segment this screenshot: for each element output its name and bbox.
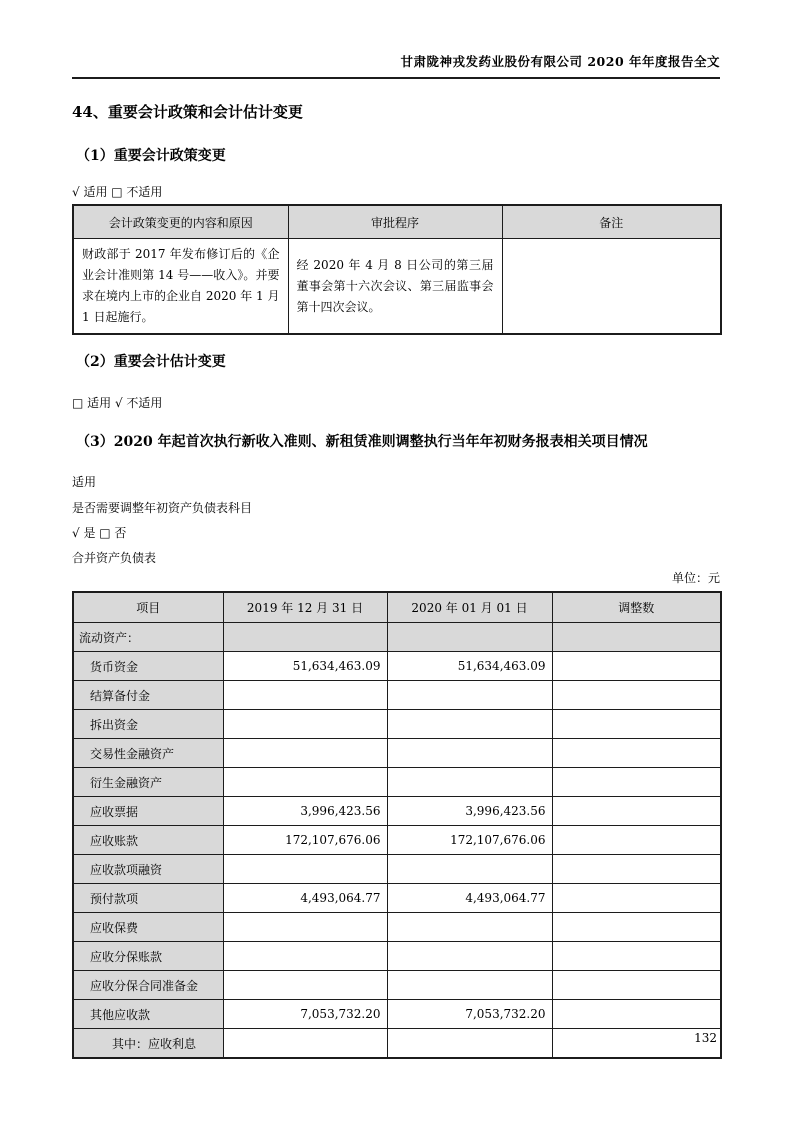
col-header-content-reason: 会计政策变更的内容和原因 xyxy=(73,205,288,239)
value-2020-01-01: 3,996,423.56 xyxy=(387,797,552,826)
value-adjustment xyxy=(552,1000,721,1029)
value-2019-12-31 xyxy=(223,942,387,971)
value-2020-01-01: 51,634,463.09 xyxy=(387,652,552,681)
value-adjustment xyxy=(552,623,721,652)
table-row xyxy=(73,797,721,826)
table-row xyxy=(73,855,721,884)
value-2019-12-31 xyxy=(223,855,387,884)
policy-change-table xyxy=(72,204,722,335)
row-item-label: 应收分保合同准备金 xyxy=(73,971,223,1000)
value-adjustment xyxy=(552,797,721,826)
value-adjustment xyxy=(552,768,721,797)
value-2019-12-31: 7,053,732.20 xyxy=(223,1000,387,1029)
report-title: 甘肃陇神戎发药业股份有限公司 2020 年年度报告全文 xyxy=(400,54,720,69)
value-2019-12-31 xyxy=(223,913,387,942)
table-header-row xyxy=(73,205,721,239)
row-item-label: 预付款项 xyxy=(73,884,223,913)
balance-sheet-table xyxy=(72,591,722,1059)
table-row xyxy=(73,942,721,971)
value-2020-01-01: 7,053,732.20 xyxy=(387,1000,552,1029)
row-item-label: 应收保费 xyxy=(73,913,223,942)
col-header-adjustment: 调整数 xyxy=(552,592,721,623)
value-adjustment xyxy=(552,855,721,884)
value-2019-12-31 xyxy=(223,739,387,768)
row-item-label: 拆出资金 xyxy=(73,710,223,739)
subsection-3-heading: （3）2020 年起首次执行新收入准则、新租赁准则调整执行当年年初财务报表相关项目情况 xyxy=(76,434,648,450)
unit-label: 单位：元 xyxy=(671,571,720,585)
row-item-label: 应收分保账款 xyxy=(73,942,223,971)
policy-table-header xyxy=(73,205,721,239)
value-2020-01-01 xyxy=(387,623,552,652)
value-adjustment xyxy=(552,652,721,681)
value-2019-12-31: 3,996,423.56 xyxy=(223,797,387,826)
row-item-label: 货币资金 xyxy=(73,652,223,681)
col-header-approval: 审批程序 xyxy=(288,205,502,239)
col-header-2020-01-01: 2020 年 01 月 01 日 xyxy=(387,592,552,623)
value-2019-12-31: 172,107,676.06 xyxy=(223,826,387,855)
balance-table-header xyxy=(73,592,721,623)
col-header-2019-12-31: 2019 年 12 月 31 日 xyxy=(223,592,387,623)
table-row xyxy=(73,652,721,681)
value-2019-12-31 xyxy=(223,710,387,739)
value-2019-12-31 xyxy=(223,623,387,652)
value-adjustment xyxy=(552,739,721,768)
value-adjustment xyxy=(552,710,721,739)
approval-procedure-cell: 经 2020 年 4 月 8 日公司的第三届董事会第十六次会议、第三届监事会第十四次会议。 xyxy=(288,239,502,335)
applicable-label: 适用 xyxy=(72,475,97,489)
running-head xyxy=(72,0,720,79)
table-row xyxy=(73,913,721,942)
value-2019-12-31: 51,634,463.09 xyxy=(223,652,387,681)
value-2020-01-01 xyxy=(387,971,552,1000)
value-2020-01-01 xyxy=(387,681,552,710)
table-row xyxy=(73,971,721,1000)
value-2020-01-01 xyxy=(387,1029,552,1059)
row-item-label: 应收账款 xyxy=(73,826,223,855)
value-adjustment xyxy=(552,971,721,1000)
applicability-line-2: □ 适用 √ 不适用 xyxy=(72,396,163,410)
statement-name: 合并资产负债表 xyxy=(72,551,157,565)
balance-table-body xyxy=(73,623,721,1059)
table-row xyxy=(73,1029,721,1059)
page-number: 132 xyxy=(694,1031,717,1045)
value-2020-01-01 xyxy=(387,710,552,739)
value-2020-01-01 xyxy=(387,855,552,884)
table-row xyxy=(73,739,721,768)
value-2019-12-31 xyxy=(223,681,387,710)
row-item-label: 其他应收款 xyxy=(73,1000,223,1029)
value-2019-12-31 xyxy=(223,1029,387,1059)
value-2019-12-31 xyxy=(223,768,387,797)
section-44-heading: 44、重要会计政策和会计估计变更 xyxy=(72,103,303,121)
row-item-label: 流动资产： xyxy=(73,623,223,652)
table-row xyxy=(73,623,721,652)
row-item-label: 结算备付金 xyxy=(73,681,223,710)
row-item-label: 交易性金融资产 xyxy=(73,739,223,768)
applicability-line-1: √ 适用 □ 不适用 xyxy=(72,185,163,199)
value-2019-12-31: 4,493,064.77 xyxy=(223,884,387,913)
policy-content-cell: 财政部于 2017 年发布修订后的《企业会计准则第 14 号——收入》。并要求在境内上市的企业自 2020 年 1 月 1 日起施行。 xyxy=(73,239,288,335)
value-2020-01-01 xyxy=(387,768,552,797)
table-row xyxy=(73,884,721,913)
row-item-label: 衍生金融资产 xyxy=(73,768,223,797)
table-row xyxy=(73,768,721,797)
table-row xyxy=(73,239,721,335)
col-header-remark: 备注 xyxy=(502,205,721,239)
adjustment-answer: √ 是 □ 否 xyxy=(72,526,127,540)
value-2020-01-01 xyxy=(387,739,552,768)
value-adjustment xyxy=(552,681,721,710)
value-adjustment xyxy=(552,826,721,855)
value-2020-01-01: 4,493,064.77 xyxy=(387,884,552,913)
policy-table-body xyxy=(73,239,721,335)
value-2020-01-01: 172,107,676.06 xyxy=(387,826,552,855)
value-adjustment xyxy=(552,942,721,971)
table-header-row xyxy=(73,592,721,623)
row-item-label: 应收票据 xyxy=(73,797,223,826)
subsection-2-heading: （2）重要会计估计变更 xyxy=(76,354,226,370)
table-row xyxy=(73,681,721,710)
value-adjustment xyxy=(552,913,721,942)
adjustment-question: 是否需要调整年初资产负债表科目 xyxy=(72,501,253,515)
value-2020-01-01 xyxy=(387,913,552,942)
value-adjustment xyxy=(552,884,721,913)
table-row xyxy=(73,710,721,739)
col-header-item: 项目 xyxy=(73,592,223,623)
remark-cell xyxy=(502,239,721,335)
value-2020-01-01 xyxy=(387,942,552,971)
table-row xyxy=(73,826,721,855)
value-2019-12-31 xyxy=(223,971,387,1000)
subsection-1-heading: （1）重要会计政策变更 xyxy=(76,148,226,164)
table-row xyxy=(73,1000,721,1029)
row-item-label: 其中：应收利息 xyxy=(73,1029,223,1059)
row-item-label: 应收款项融资 xyxy=(73,855,223,884)
